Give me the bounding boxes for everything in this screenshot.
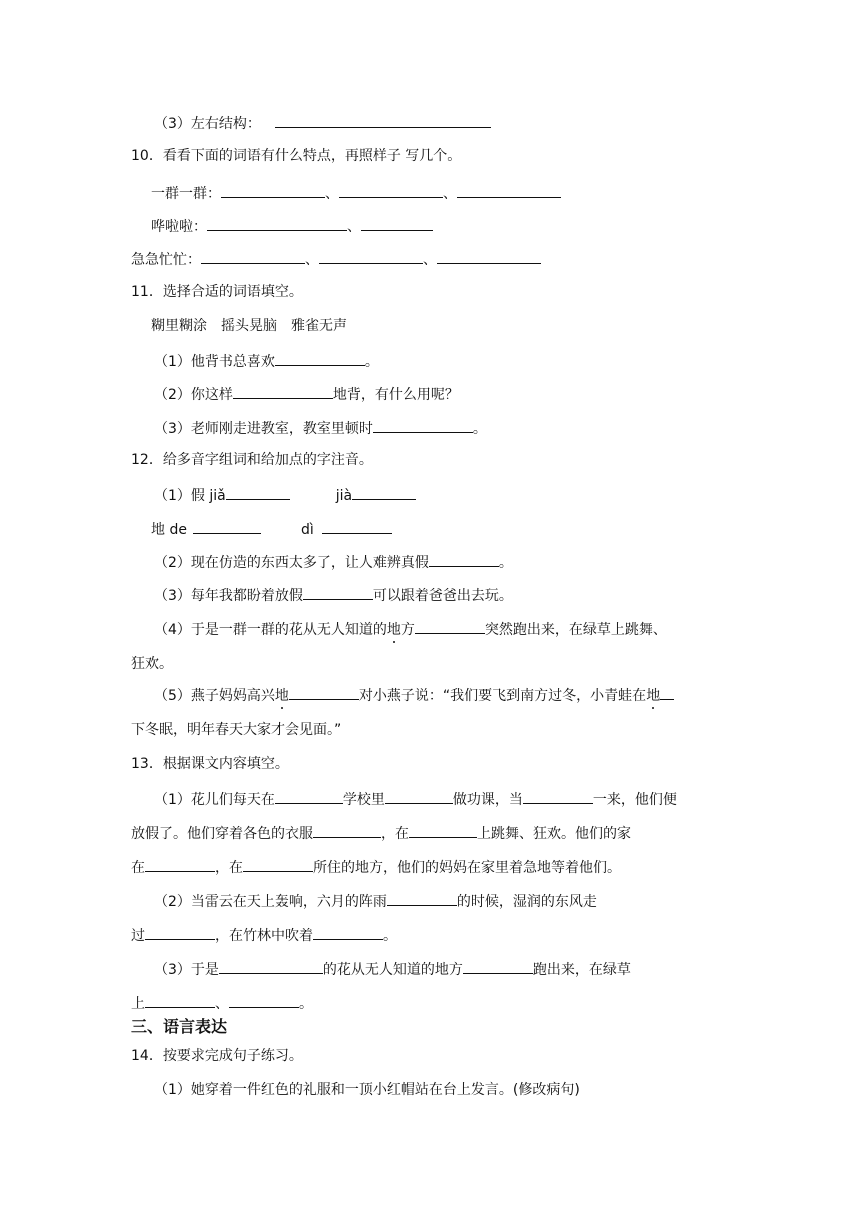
answer-blank[interactable] xyxy=(373,417,473,433)
answer-blank[interactable] xyxy=(339,182,443,198)
answer-blank[interactable] xyxy=(243,856,313,872)
answer-blank[interactable] xyxy=(352,484,416,500)
q13-para-2-line-1: （2）当雷云在天上轰响，六月的阵雨 的时候，湿润的东风走 xyxy=(154,890,597,912)
q12-sentence-4-cont: 狂欢。 xyxy=(131,656,173,672)
answer-blank[interactable] xyxy=(229,992,299,1008)
q12-title: 12．给多音字组词和给加点的字注音。 xyxy=(131,452,373,468)
answer-blank[interactable] xyxy=(145,856,215,872)
q11-title: 11．选择合适的词语填空。 xyxy=(131,284,303,300)
answer-blank[interactable] xyxy=(387,890,457,906)
answer-blank[interactable] xyxy=(415,618,485,634)
answer-blank[interactable] xyxy=(319,248,423,264)
answer-blank[interactable] xyxy=(463,958,533,974)
answer-blank[interactable] xyxy=(429,551,499,567)
q13-title: 13．根据课文内容填空。 xyxy=(131,756,289,772)
q13-para-2-line-2: 过 ，在竹林中吹着 。 xyxy=(131,924,397,946)
answer-blank[interactable] xyxy=(145,992,215,1008)
section-heading: 三、语言表达 xyxy=(131,1017,228,1036)
q12-row-2: 地 de dì xyxy=(151,518,392,540)
q10-title: 10．看看下面的词语有什么特点，再照样子 写几个。 xyxy=(131,148,462,164)
answer-blank[interactable] xyxy=(385,788,453,804)
answer-blank[interactable] xyxy=(201,248,305,264)
q10-row-1: 一群一群： 、 、 xyxy=(151,182,561,204)
answer-blank[interactable] xyxy=(221,182,325,198)
q12-sentence-3: （3）每年我都盼着放假 可以跟着爸爸出去玩。 xyxy=(154,584,513,606)
q13-para-1-line-1: （1）花儿们每天在 学校里 做功课，当 一来，他们便 xyxy=(154,788,677,810)
q14-sentence-1: （1）她穿着一件红色的礼服和一顶小红帽站在台上发言。(修改病句) xyxy=(154,1082,580,1098)
q12-sentence-5-cont: 下冬眠，明年春天大家才会见面。” xyxy=(131,722,342,738)
answer-blank[interactable] xyxy=(207,215,347,231)
answer-blank[interactable] xyxy=(660,684,674,700)
answer-blank[interactable] xyxy=(193,518,261,534)
q11-sentence-3: （3）老师刚走进教室，教室里顿时 。 xyxy=(154,417,487,439)
answer-blank[interactable] xyxy=(275,112,491,128)
answer-blank[interactable] xyxy=(219,958,323,974)
q12-row-1: （1）假 jiǎ jià xyxy=(154,484,416,506)
q11-sentence-2: （2）你这样 地背，有什么用呢？ xyxy=(154,383,459,405)
q13-para-3-line-1: （3）于是 的花从无人知道的地方 跑出来，在绿草 xyxy=(154,958,631,980)
answer-blank[interactable] xyxy=(226,484,290,500)
q13-para-1-line-3: 在 ，在 所住的地方，他们的妈妈在家里着急地等着他们。 xyxy=(131,856,621,878)
answer-blank[interactable] xyxy=(361,215,433,231)
answer-blank[interactable] xyxy=(313,924,383,940)
answer-blank[interactable] xyxy=(457,182,561,198)
q10-row-3: 急急忙忙： 、 、 xyxy=(131,248,541,270)
answer-blank[interactable] xyxy=(145,924,215,940)
answer-blank[interactable] xyxy=(313,822,381,838)
q9-item-3: （3）左右结构： xyxy=(154,112,491,134)
answer-blank[interactable] xyxy=(275,350,365,366)
q13-para-1-line-2: 放假了。他们穿着各色的衣服 ，在 上跳舞、狂欢。他们的家 xyxy=(131,822,631,844)
answer-blank[interactable] xyxy=(303,584,373,600)
q11-options: 糊里糊涂 摇头晃脑 雅雀无声 xyxy=(151,318,347,334)
q10-row-2: 哗啦啦： 、 xyxy=(151,215,433,237)
answer-blank[interactable] xyxy=(322,518,392,534)
q12-sentence-2: （2）现在仿造的东西太多了，让人难辨真假 。 xyxy=(154,551,513,573)
answer-blank[interactable] xyxy=(233,383,333,399)
q11-sentence-1: （1）他背书总喜欢 。 xyxy=(154,350,379,372)
q13-para-3-line-2: 上 、 。 xyxy=(131,992,313,1014)
answer-blank[interactable] xyxy=(437,248,541,264)
answer-blank[interactable] xyxy=(275,788,343,804)
q12-sentence-5: （5）燕子妈妈高兴地 对小燕子说：“我们要飞到南方过冬，小青蛙在地 xyxy=(154,684,674,706)
answer-blank[interactable] xyxy=(409,822,477,838)
answer-blank[interactable] xyxy=(289,684,359,700)
answer-blank[interactable] xyxy=(523,788,593,804)
q12-sentence-4: （4）于是一群一群的花从无人知道的地方 突然跑出来，在绿草上跳舞、 xyxy=(154,618,667,640)
q14-title: 14．按要求完成句子练习。 xyxy=(131,1048,303,1064)
